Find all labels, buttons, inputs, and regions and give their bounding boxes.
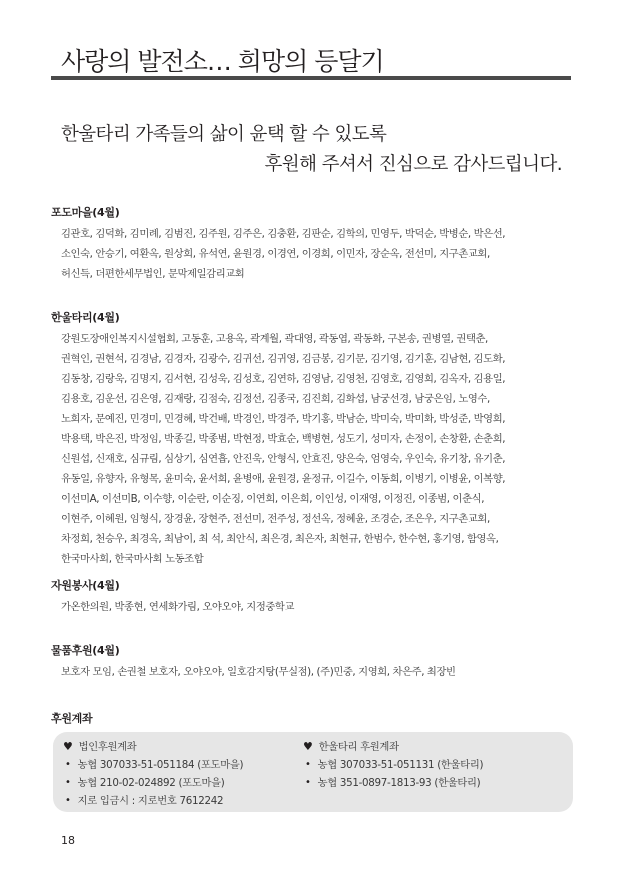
account-title: 법인후원계좌 xyxy=(78,741,137,753)
donor-line: 가온한의원, 박종현, 연세화가림, 오야오야, 지정중학교 xyxy=(61,601,295,613)
account-item xyxy=(303,774,483,792)
section-podo xyxy=(51,204,571,284)
donor-line: 김용호, 김운선, 김은영, 김재랑, 김점숙, 김정선, 김종국, 김진희, 김화섭, 남궁선경, 남궁은임, 노영수, xyxy=(61,393,490,405)
donor-line: 김관호, 김덕화, 김미례, 김범진, 김주원, 김주은, 김충환, 김판순, 김학의, 민영두, 박덕순, 박병순, 박은선, xyxy=(61,228,506,240)
page-number: 18 xyxy=(61,834,75,847)
account-item xyxy=(63,756,243,774)
account-text: 농협 307033-51-051184 (포도마을) xyxy=(77,759,244,771)
title-bar xyxy=(51,38,571,80)
page-title: 사랑의 발전소… 희망의 등달기 xyxy=(61,47,384,76)
section-hanultari xyxy=(51,309,571,569)
account-item xyxy=(63,774,243,792)
bullet-icon: • xyxy=(65,777,71,788)
title-underline xyxy=(51,76,571,80)
account-text: 농협 351-0897-1813-93 (한울타리) xyxy=(317,777,481,789)
heart-icon: ♥ xyxy=(303,740,313,753)
section-heading: 포도마을(4월) xyxy=(51,206,120,219)
account-item xyxy=(63,792,243,810)
bullet-icon: • xyxy=(65,759,71,770)
section-heading: 후원계좌 xyxy=(51,712,93,725)
section-accounts xyxy=(51,710,571,730)
heart-icon: ♥ xyxy=(63,740,73,753)
donor-list xyxy=(51,329,571,569)
section-heading: 한울타리(4월) xyxy=(51,311,120,324)
donor-line: 권혁인, 권현석, 김경남, 김경자, 김광수, 김귀선, 김귀영, 김금봉, 김기문, 김기영, 김기훈, 김남현, 김도화, xyxy=(61,353,506,365)
section-heading: 자원봉사(4월) xyxy=(51,579,120,592)
donor-line: 차정희, 천승우, 최경옥, 최남이, 최 석, 최안식, 최은경, 최은자, 최현규, 한범수, 한수현, 홍기영, 함영옥, xyxy=(61,533,499,545)
donor-line: 이현주, 이혜원, 임형식, 장경윤, 장현주, 전선미, 전주성, 정선옥, 정혜윤, 조경순, 조은우, 지구촌교회, xyxy=(61,513,490,525)
donor-line: 강원도장애인복지시설협회, 고동훈, 고용옥, 곽계월, 곽대영, 곽동엽, 곽동화, 구본송, 권병열, 권택춘, xyxy=(61,333,488,345)
donor-list xyxy=(51,662,571,682)
donor-line: 유동일, 유향자, 유형목, 윤미숙, 윤서희, 윤병애, 윤원경, 윤정규, 이길수, 이동희, 이병기, 이병윤, 이복향, xyxy=(61,473,506,485)
thanks-line-2: 후원해 주셔서 진심으로 감사드립니다. xyxy=(264,154,562,175)
donor-line: 허신득, 더편한세무법인, 문막제일감리교회 xyxy=(61,268,245,280)
donor-line: 노희자, 문예진, 민경미, 민경혜, 박건배, 박경인, 박경주, 박기홍, 박남순, 박미숙, 박미화, 박성준, 박영희, xyxy=(61,413,506,425)
section-goods xyxy=(51,642,571,682)
account-heading xyxy=(63,738,243,756)
account-box xyxy=(53,732,573,812)
account-column-hanultari xyxy=(303,738,483,792)
bullet-icon: • xyxy=(65,795,71,806)
donor-list xyxy=(51,597,571,617)
bullet-icon: • xyxy=(305,777,311,788)
donor-line: 신원섭, 신재호, 심규림, 심상기, 심연흡, 안진욱, 안형식, 안효진, 양은숙, 엄영숙, 우인숙, 유기창, 유기춘, xyxy=(61,453,506,465)
account-text: 농협 210-02-024892 (포도마을) xyxy=(77,777,225,789)
thanks-line-1: 한울타리 가족들의 삶이 윤택 할 수 있도록 xyxy=(61,124,387,145)
bullet-icon: • xyxy=(305,759,311,770)
account-title: 한울타리 후원계좌 xyxy=(318,741,399,753)
donor-line: 박용택, 박은진, 박정임, 박종길, 박종범, 박현정, 박효순, 백병현, 성도기, 성미자, 손정이, 손창환, 손춘희, xyxy=(61,433,506,445)
donor-line: 이선미A, 이선미B, 이수향, 이순란, 이순징, 이연희, 이은희, 이인성, 이재영, 이정진, 이종범, 이춘식, xyxy=(61,493,485,505)
account-text: 지로 입금시 : 지로번호 7612242 xyxy=(77,795,224,807)
section-heading: 물품후원(4월) xyxy=(51,644,120,657)
account-column-corporate xyxy=(63,738,243,810)
account-text: 농협 307033-51-051131 (한울타리) xyxy=(317,759,484,771)
donor-line: 김동창, 김랑욱, 김명지, 김서현, 김성욱, 김성호, 김연하, 김영남, 김영천, 김영호, 김영희, 김옥자, 김용일, xyxy=(61,373,506,385)
account-heading xyxy=(303,738,483,756)
donor-line: 소인숙, 안승기, 여환옥, 원상희, 유석연, 윤원경, 이경연, 이경희, 이민자, 장순옥, 전선미, 지구촌교회, xyxy=(61,248,490,260)
donor-line: 한국마사회, 한국마사회 노동조합 xyxy=(61,553,204,565)
donor-line: 보호자 모임, 손권철 보호자, 오야오야, 일호감지탕(무실점), (주)민중, 지영희, 차은주, 최장빈 xyxy=(61,666,456,678)
donor-list xyxy=(51,224,571,284)
section-volunteer xyxy=(51,577,571,617)
account-item xyxy=(303,756,483,774)
